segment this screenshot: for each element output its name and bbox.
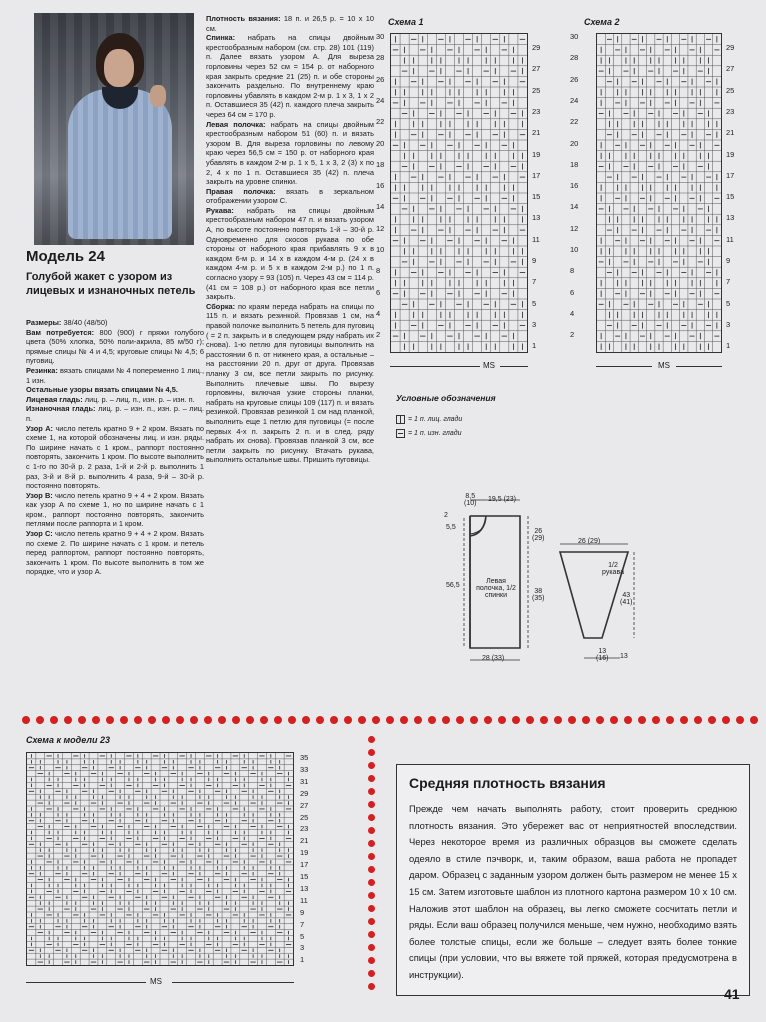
instruction-paragraph (206, 14, 374, 33)
model-title: Модель 24 (26, 248, 105, 265)
row-number: 9 (300, 907, 305, 917)
dim-side: 38 (35) (532, 588, 545, 602)
row-number: 17 (532, 170, 541, 180)
instruction-paragraph (26, 404, 204, 423)
row-number: 5 (726, 298, 731, 308)
row-number: 15 (300, 872, 309, 881)
separator-dot (246, 716, 254, 724)
separator-dot (368, 749, 375, 756)
separator-dot (368, 918, 375, 925)
instruction-heading: Узор А: (26, 423, 53, 433)
separator-dot (368, 814, 375, 821)
separator-dot (368, 944, 375, 951)
row-number: 17 (726, 170, 735, 180)
row-number: 12 (570, 223, 579, 233)
row-number: 3 (726, 319, 731, 329)
row-number: 18 (376, 159, 385, 169)
dim-shoulder-width: 19,5 (23) (488, 496, 517, 503)
row-number: 23 (726, 106, 735, 116)
instruction-paragraph (26, 529, 204, 577)
page-number: 41 (724, 986, 740, 1002)
chart1-title: Схема 1 (388, 17, 424, 27)
separator-dot (708, 716, 716, 724)
row-number: 8 (570, 266, 575, 276)
separator-dot (330, 716, 338, 724)
instruction-heading: Правая полочка: (206, 186, 276, 196)
separator-dot (372, 716, 380, 724)
chart3-title: Схема к модели 23 (26, 735, 110, 745)
piece-label: Левая полочка, 1/2 спинки (476, 578, 516, 599)
separator-dot (554, 716, 562, 724)
separator-dot (368, 840, 375, 847)
instruction-text: по краям переда набрать на спицы по 115 п. и вязать резинкой. Провязав 1 см, на правой полочке выполнить 5 петель для пуговиц ( = 2 п. закрыть и в следующем ряду набрать их снова). 1-ю петлю для пуговицы выполнить на расстоянии 6 п. от нижнего края, а остальные – на расстоянии 20 п. друг от друга. Провязав планку 3 см, все петли закрыть по рисунку. Выполнить плечевые швы. По вырезу горловины, включая узкие стороны планки, набрать на круговые спицы 109 (117) п. и вязать резинкой. Провязав резинкой 1 см над планкой, выполнить еще 1 петлю для пуговицы (= после первых 4-х п. закрыть 2 п. и в след. ряду набрать их снова). Провязав планкой 3 см, все петли закрыть по рисунку. Втачать рукава, выполнить остальные швы. Пришить пуговицы. (206, 301, 374, 465)
instruction-heading: Узор В: (26, 490, 53, 500)
row-number: 16 (376, 181, 385, 191)
separator-dot (638, 716, 646, 724)
row-number: 15 (726, 192, 735, 202)
row-number: 1 (532, 341, 537, 351)
row-number: 13 (532, 213, 541, 223)
separator-dot (274, 716, 282, 724)
separator-dot (134, 716, 142, 724)
legend-purl-label: = 1 п. изн. глади (408, 430, 462, 437)
row-number: 3 (300, 943, 305, 953)
instruction-text: 18 п. и 26,5 р. = 10 х 10 см. (206, 14, 374, 33)
row-number: 26 (376, 74, 385, 84)
separator-dot (652, 716, 660, 724)
separator-dot (750, 716, 758, 724)
separator-dot (162, 716, 170, 724)
separator-dot (368, 801, 375, 808)
dim-width: 28 (33) (482, 655, 505, 662)
left-instructions (26, 318, 204, 577)
row-number: 29 (300, 788, 309, 798)
legend-knit (396, 415, 462, 424)
row-number: 6 (376, 287, 381, 297)
dim-sleeve-bottom-a: 13 (16) (596, 648, 609, 662)
row-number: 13 (300, 883, 309, 893)
separator-dot (456, 716, 464, 724)
row-number: 11 (300, 895, 308, 905)
instruction-text: лиц. р. – изн. п., изн. р. – лиц. п. (26, 404, 204, 423)
gauge-info-box (396, 764, 750, 996)
instruction-paragraph (26, 318, 204, 328)
separator-dot (302, 716, 310, 724)
row-number: 4 (376, 308, 381, 318)
row-number: 20 (376, 138, 385, 148)
separator-dot (368, 788, 375, 795)
separator-dot (368, 892, 375, 899)
row-number: 5 (300, 931, 305, 941)
row-number: 30 (570, 32, 579, 41)
separator-dot (582, 716, 590, 724)
model-photo (34, 13, 194, 245)
row-number: 33 (300, 764, 309, 774)
row-number: 21 (300, 836, 309, 846)
row-number: 19 (300, 848, 309, 858)
separator-dot (232, 716, 240, 724)
row-number: 18 (570, 159, 579, 169)
row-number: 29 (726, 43, 735, 52)
row-number: 7 (532, 277, 537, 287)
separator-dot (368, 853, 375, 860)
dim-neck-width: 8,5 (10) (464, 493, 477, 507)
row-number: 10 (570, 245, 579, 254)
row-number: 22 (570, 117, 579, 127)
row-number: 15 (532, 192, 541, 202)
dim-neck-depth-a: 2 (444, 512, 448, 519)
dim-neck-depth-b: 5,5 (446, 524, 456, 531)
row-number: 24 (376, 95, 385, 105)
legend-title: Условные обозначения (396, 393, 496, 403)
row-number: 21 (726, 128, 735, 138)
instruction-paragraph (26, 424, 204, 491)
row-number: 7 (300, 919, 305, 929)
instruction-heading: Резинка: (26, 365, 58, 375)
instruction-paragraph (26, 366, 204, 385)
instruction-text: набрать на спицы двойным крестообразным набором 51 (60) п. и вязать узором В. Для выреза горловины по левому краю через 56,5 см = 150 р. от наборного края убавлять в каждом 2-м р. 1 х 5, 1 х 3, 2 (3) х по 2, 4 х по 1 п. Оставшиеся 35 (42) п. плеча закрыть на уровне спинки. (206, 119, 374, 187)
row-number: 24 (570, 95, 579, 105)
separator-dot (498, 716, 506, 724)
instruction-text: вязать в зеркальном отображении узором С. (206, 186, 374, 206)
separator-dot (288, 716, 296, 724)
instruction-paragraph (26, 328, 204, 366)
separator-dot (218, 716, 226, 724)
separator-dot (596, 716, 604, 724)
row-number: 26 (570, 74, 579, 84)
separator-dot (92, 716, 100, 724)
instruction-paragraph (206, 120, 374, 187)
row-number: 6 (570, 287, 575, 297)
row-number: 35 (300, 753, 309, 762)
row-number: 10 (376, 245, 385, 254)
separator-dot (50, 716, 58, 724)
chart2-grid (596, 33, 722, 353)
row-number: 14 (570, 202, 579, 212)
chart1-ms-label: MS (483, 361, 495, 370)
separator-dot (722, 716, 730, 724)
separator-dot (484, 716, 492, 724)
instruction-text: число петель кратно 9 + 2 кром. Вязать по схеме 1, на которой обозначены лиц. и изн. ряды. По ширине начать с 1 кром., раппорт постоянно повторять, закончить 1 кром. По высоте выполнить с 1-го по 30-й р. 2 раза, 1-й и 2-й р. выполнить 1 раз, 3-й и 8-й р. выполнить 4 раза, 9-й – 30-й р. постоянно повторять. (26, 423, 204, 491)
separator-dot (368, 762, 375, 769)
row-number: 27 (726, 64, 735, 74)
row-number: 20 (570, 138, 579, 148)
instruction-paragraph (206, 187, 374, 206)
instruction-text: набрать на спицы двойным крестообразным набором 47 п. и вязать узором А, по высоте постоянно повторять 1-й – 30-й р. Одновременно для скосов рукава по обе стороны от наборного края прибавлять 9 х в каждом 6-м р. и 14 х в каждом 4-м р. (24 х в каждом 4-м р. и 5 х в каждом 2-м р.) по 1 п. согласно узору = 93 (105) п. Через 43 см = 114 р. (41 см = 108 р.) от наборного края все петли закрыть. (206, 205, 374, 302)
row-number: 9 (726, 256, 731, 265)
instruction-paragraph (26, 395, 204, 405)
row-number: 27 (532, 64, 541, 74)
dotted-separator (22, 716, 757, 726)
instruction-heading: Изнаночная гладь: (26, 404, 96, 414)
row-number: 12 (376, 223, 385, 233)
row-number: 5 (532, 298, 537, 308)
model-subtitle: Голубой жакет с узором из лицевых и изнаночных петель (26, 271, 196, 297)
row-number: 1 (300, 955, 305, 965)
dim-armhole: 26 (29) (532, 528, 545, 542)
row-number: 3 (532, 319, 537, 329)
instruction-heading: Остальные узоры вязать спицами № 4,5. (26, 385, 178, 395)
row-number: 11 (726, 234, 734, 244)
separator-dot (368, 775, 375, 782)
sleeve-label: 1/2 рукава (602, 562, 624, 576)
separator-dot (368, 983, 375, 990)
chart2-ms-line-right (676, 366, 722, 367)
row-number: 13 (726, 213, 735, 223)
separator-dot (368, 879, 375, 886)
row-number: 19 (532, 149, 541, 159)
dim-sleeve-top: 26 (29) (578, 538, 601, 545)
chart3-ms-line-right (172, 982, 294, 983)
dim-sleeve-height: 43 (41) (620, 592, 633, 606)
separator-dot (666, 716, 674, 724)
row-number: 8 (376, 266, 381, 276)
instruction-paragraph (26, 491, 204, 529)
row-number: 4 (570, 308, 575, 318)
separator-dot (694, 716, 702, 724)
chart1-grid (390, 33, 528, 353)
chart2-title: Схема 2 (584, 17, 620, 27)
instruction-text: 800 (900) г пряжи голубого цвета (50% хлопка, 50% поли-акрила, 85 м/50 г); прямые спицы № 4 и 4,5; круговые спицы № 4,5; 6 пуговиц. (26, 327, 204, 366)
info-text: Прежде чем начать выполнять работу, стоит проверить среднюю плотность вязания. Это убережет вас от неприятностей впоследствии. Через некоторое время из различных образцов вы сможете сделать одеяло в стиле пэчворк, и, таким образом, ваша работа не пропадет даром. Образец с заданным узором должен быть размером не менее 15 х 15 см. Затем изготовьте шаблон из плотного картона размером 10 х 10 см. Наложив этот шаблон на образец, вы легко сможете сосчитать петли и ряды. Если ваш образец получился меньше, чем нужно, необходимо взять более толстые спицы, если же больше – следует взять более тонкие спицы (при условии, что вы вяжете той пряжей, которая предусмотрена в инструкции). (409, 803, 737, 980)
chart3-grid (26, 752, 294, 966)
separator-dot (568, 716, 576, 724)
instruction-paragraph (206, 302, 374, 465)
row-number: 14 (376, 202, 385, 212)
row-number: 2 (570, 330, 575, 340)
instruction-heading: Спинка: (206, 33, 236, 43)
row-number: 25 (532, 85, 541, 95)
separator-dot (368, 931, 375, 938)
separator-dot (64, 716, 72, 724)
chart2-ms-label: MS (658, 361, 670, 370)
info-title: Средняя плотность вязания (409, 775, 606, 791)
instruction-text: число петель кратно 9 + 4 + 2 кром. Вязать как узор А по схеме 1, но по ширине начать с 1 кром., раппорт постоянно повторять, закончить петлями после раппорта и 1 кром. (26, 490, 204, 529)
separator-dot (176, 716, 184, 724)
separator-dot (624, 716, 632, 724)
separator-dot (358, 716, 366, 724)
separator-dot (204, 716, 212, 724)
row-number: 27 (300, 800, 309, 810)
separator-dot (368, 866, 375, 873)
dim-sleeve-bottom-b: 13 (620, 653, 628, 660)
row-number: 29 (532, 43, 541, 52)
separator-dot (400, 716, 408, 724)
chart3-ms-line (26, 982, 146, 983)
row-number: 11 (532, 234, 540, 244)
instruction-paragraph (26, 385, 204, 395)
row-number: 30 (376, 32, 385, 41)
chart1-ms-line (390, 366, 480, 367)
chart3-ms-label: MS (150, 977, 162, 986)
row-number: 1 (726, 341, 731, 351)
separator-dot (368, 736, 375, 743)
separator-dot (316, 716, 324, 724)
row-number: 28 (570, 53, 579, 63)
purl-symbol-icon (396, 429, 405, 438)
instruction-heading: Левая полочка: (206, 119, 266, 129)
instruction-text: лиц. р. – лиц. п., изн. р. – изн. п. (82, 394, 195, 404)
separator-dot (190, 716, 198, 724)
instruction-paragraph (206, 33, 374, 119)
separator-dot (78, 716, 86, 724)
instruction-heading: Сборка: (206, 301, 236, 311)
garment-schematic (420, 488, 660, 668)
middle-instructions (206, 14, 374, 465)
dim-length: 56,5 (446, 582, 460, 589)
instruction-heading: Плотность вязания: (206, 14, 281, 23)
row-number: 23 (300, 824, 309, 834)
separator-dot (386, 716, 394, 724)
separator-dot (680, 716, 688, 724)
instruction-paragraph (206, 206, 374, 302)
separator-dot (148, 716, 156, 724)
separator-dot (414, 716, 422, 724)
separator-dot (428, 716, 436, 724)
instruction-text: 38/40 (48/50) (61, 318, 108, 327)
instruction-text: вязать спицами № 4 попеременно 1 лиц., 1 изн. (26, 365, 204, 385)
instruction-text: набрать на спицы двойным крестообразным набором (см. стр. 28) 101 (119) п. Далее вязать узором А. Для выреза горловины через 52 см = 154 р. от наборного края закрыть средние 21 (25) п. и обе стороны закончить раздельно. По внутреннему краю горловины убавлять в каждом 2-м р. 1 х 3, 1 х 2 п. Оставшиеся 35 (42) п. каждого плеча закрыть через 64 см = 170 р. (206, 33, 374, 119)
legend-knit-label: = 1 п. лиц. глади (408, 416, 463, 423)
legend-purl (396, 429, 461, 438)
separator-dot (470, 716, 478, 724)
separator-dot (106, 716, 114, 724)
instruction-heading: Вам потребуется: (26, 327, 95, 337)
row-number: 25 (300, 812, 309, 822)
separator-dot (540, 716, 548, 724)
separator-dot (368, 905, 375, 912)
instruction-heading: Рукава: (206, 205, 234, 215)
row-number: 28 (376, 53, 385, 63)
chart1-ms-line-right (500, 366, 528, 367)
row-number: 23 (532, 106, 541, 116)
instruction-heading: Узор С: (26, 529, 53, 539)
separator-dot (36, 716, 44, 724)
row-number: 31 (300, 776, 309, 786)
separator-dot (22, 716, 30, 724)
separator-dot (120, 716, 128, 724)
row-number: 9 (532, 256, 537, 265)
row-number: 16 (570, 181, 579, 191)
instruction-text: число петель кратно 9 + 4 + 2 кром. Вязать по схеме 2. По ширине начать с 1 кром. и петель перед раппортом, раппорт постоянно повторять, закончить 1 кром. По высоте выполнить в том же порядке, что и узор А. (26, 529, 204, 577)
row-number: 7 (726, 277, 731, 287)
row-number: 17 (300, 860, 309, 870)
separator-dot (368, 827, 375, 834)
separator-dot (526, 716, 534, 724)
knit-symbol-icon (396, 415, 405, 424)
row-number: 25 (726, 85, 735, 95)
separator-dot (610, 716, 618, 724)
row-number: 21 (532, 128, 541, 138)
row-number: 19 (726, 149, 735, 159)
separator-dot (442, 716, 450, 724)
separator-dot (736, 716, 744, 724)
separator-dot (368, 957, 375, 964)
instruction-heading: Размеры: (26, 318, 62, 327)
row-number: 2 (376, 330, 381, 340)
separator-dot (260, 716, 268, 724)
separator-dot (344, 716, 352, 724)
chart2-ms-line (596, 366, 652, 367)
instruction-heading: Лицевая гладь: (26, 394, 83, 404)
separator-dot (368, 970, 375, 977)
separator-dot (512, 716, 520, 724)
row-number: 22 (376, 117, 385, 127)
